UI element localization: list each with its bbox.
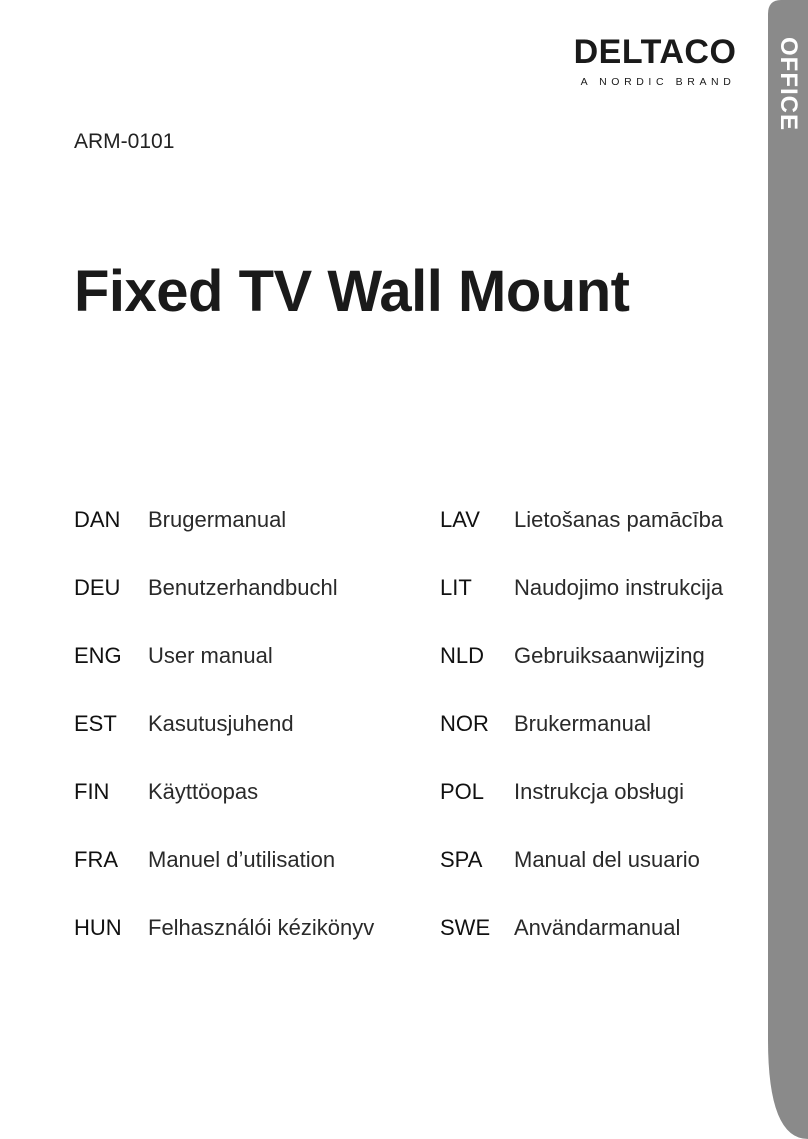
- language-code: NLD: [440, 643, 485, 668]
- language-code: ENG: [74, 643, 122, 668]
- language-list-right: [440, 507, 740, 983]
- language-label: Kasutusjuhend: [148, 711, 294, 736]
- language-item: [74, 847, 414, 915]
- language-label: Användarmanual: [514, 915, 681, 940]
- language-code: EST: [74, 711, 117, 736]
- language-item: [440, 915, 740, 983]
- language-item: [74, 711, 414, 779]
- language-label: Gebruiksaanwijzing: [514, 643, 705, 668]
- language-code: FIN: [74, 779, 110, 804]
- language-label: Brukermanual: [514, 711, 651, 736]
- product-title: Fixed TV Wall Mount: [74, 259, 630, 324]
- language-item: [74, 915, 414, 983]
- language-item: [440, 711, 740, 779]
- language-code: DAN: [74, 507, 121, 532]
- language-item: [74, 643, 414, 711]
- language-label: Naudojimo instrukcija: [514, 575, 724, 600]
- language-code: LIT: [440, 575, 472, 600]
- language-item: [74, 779, 414, 847]
- language-code: DEU: [74, 575, 121, 600]
- brand-logo: [570, 30, 740, 88]
- brand-tagline: A NORDIC BRAND: [580, 76, 736, 88]
- language-label: Lietošanas pamācība: [514, 507, 724, 532]
- language-label: Brugermanual: [148, 507, 287, 532]
- language-code: POL: [440, 779, 485, 804]
- language-code: SPA: [440, 847, 483, 872]
- language-code: FRA: [74, 847, 118, 872]
- language-item: [440, 847, 740, 915]
- language-item: [440, 779, 740, 847]
- language-item: [440, 575, 740, 643]
- language-code: SWE: [440, 915, 491, 940]
- category-label-box: [770, 34, 806, 134]
- language-label: Manuel d’utilisation: [148, 847, 336, 872]
- language-label: Käyttöopas: [148, 779, 259, 804]
- language-item: [74, 507, 414, 575]
- category-sidebar: [768, 0, 808, 1139]
- brand-name: DELTACO: [573, 33, 737, 71]
- language-item: [440, 507, 740, 575]
- model-number: ARM-0101: [74, 130, 175, 153]
- language-item: [74, 575, 414, 643]
- language-list-left: [74, 507, 414, 983]
- language-item: [440, 643, 740, 711]
- language-code: HUN: [74, 915, 122, 940]
- language-label: User manual: [148, 643, 273, 668]
- language-label: Instrukcja obsługi: [514, 779, 684, 804]
- language-label: Felhasználói kézikönyv: [148, 915, 375, 940]
- language-label: Benutzerhandbuchl: [148, 575, 338, 600]
- language-code: NOR: [440, 711, 489, 736]
- language-label: Manual del usuario: [514, 847, 700, 872]
- category-label: OFFICE: [775, 37, 802, 131]
- sidebar-band-shape: [768, 0, 808, 1139]
- language-code: LAV: [440, 507, 480, 532]
